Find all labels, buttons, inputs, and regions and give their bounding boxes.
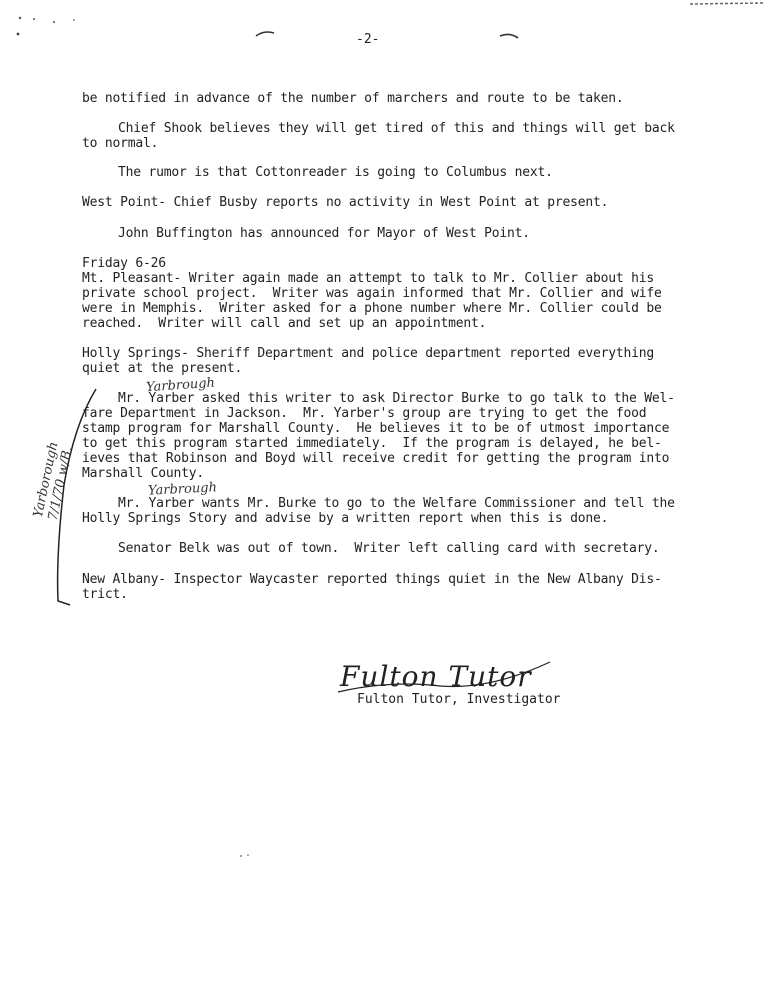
- text-line: The rumor is that Cottonreader is going to Columbus next.: [118, 165, 553, 180]
- text-line: New Albany- Inspector Waycaster reported things quiet in the New Albany Dis-: [82, 572, 662, 587]
- header-dash-left: [254, 28, 276, 40]
- signature: Fulton Tutor: [340, 660, 532, 693]
- handwritten-correction: Yarbrough: [145, 375, 216, 396]
- text-line: Mr. Yarber asked this writer to ask Director Burke to go talk to the Wel-: [118, 391, 675, 406]
- margin-note: Yarborough 7/1/70 w/B.: [30, 440, 76, 522]
- text-line: West Point- Chief Busby reports no activity in West Point at present.: [82, 195, 609, 210]
- text-line: Mr. Yarber wants Mr. Burke to go to the Welfare Commissioner and tell the: [118, 496, 675, 511]
- speck: [238, 852, 254, 860]
- page-number: -2-: [356, 32, 380, 47]
- text-line: Mt. Pleasant- Writer again made an attempt to talk to Mr. Collier about his: [82, 271, 654, 286]
- text-line: Holly Springs- Sheriff Department and police department reported everything: [82, 346, 654, 361]
- signature-typed-name: Fulton Tutor, Investigator: [357, 692, 561, 707]
- handwritten-correction: Yarbrough: [147, 480, 218, 499]
- text-line: be notified in advance of the number of marchers and route to be taken.: [82, 91, 624, 106]
- scan-mark-top-left: [14, 14, 84, 40]
- date-heading: Friday 6-26: [82, 256, 166, 271]
- scan-mark-top-right: [690, 0, 763, 10]
- text-line: to normal.: [82, 136, 159, 151]
- text-line: ieves that Robinson and Boyd will receive credit for getting the program into: [82, 451, 670, 466]
- text-line: were in Memphis. Writer asked for a phone number where Mr. Collier could be: [82, 301, 662, 316]
- text-line: to get this program started immediately. If the program is delayed, he bel-: [82, 436, 662, 451]
- text-line: reached. Writer will call and set up an appointment.: [82, 316, 487, 331]
- text-line: quiet at the present.: [82, 361, 243, 376]
- text-line: Chief Shook believes they will get tired of this and things will get back: [118, 121, 675, 136]
- text-line: stamp program for Marshall County. He believes it to be of utmost importance: [82, 421, 670, 436]
- text-line: Holly Springs Story and advise by a written report when this is done.: [82, 511, 609, 526]
- text-line: John Buffington has announced for Mayor of West Point.: [118, 226, 530, 241]
- text-line: fare Department in Jackson. Mr. Yarber's group are trying to get the food: [82, 406, 647, 421]
- text-line: Marshall County.: [82, 466, 205, 481]
- text-line: trict.: [82, 587, 128, 602]
- text-line: private school project. Writer was again informed that Mr. Collier and wife: [82, 286, 662, 301]
- header-dash-right: [498, 30, 520, 42]
- text-line: Senator Belk was out of town. Writer left calling card with secretary.: [118, 541, 660, 556]
